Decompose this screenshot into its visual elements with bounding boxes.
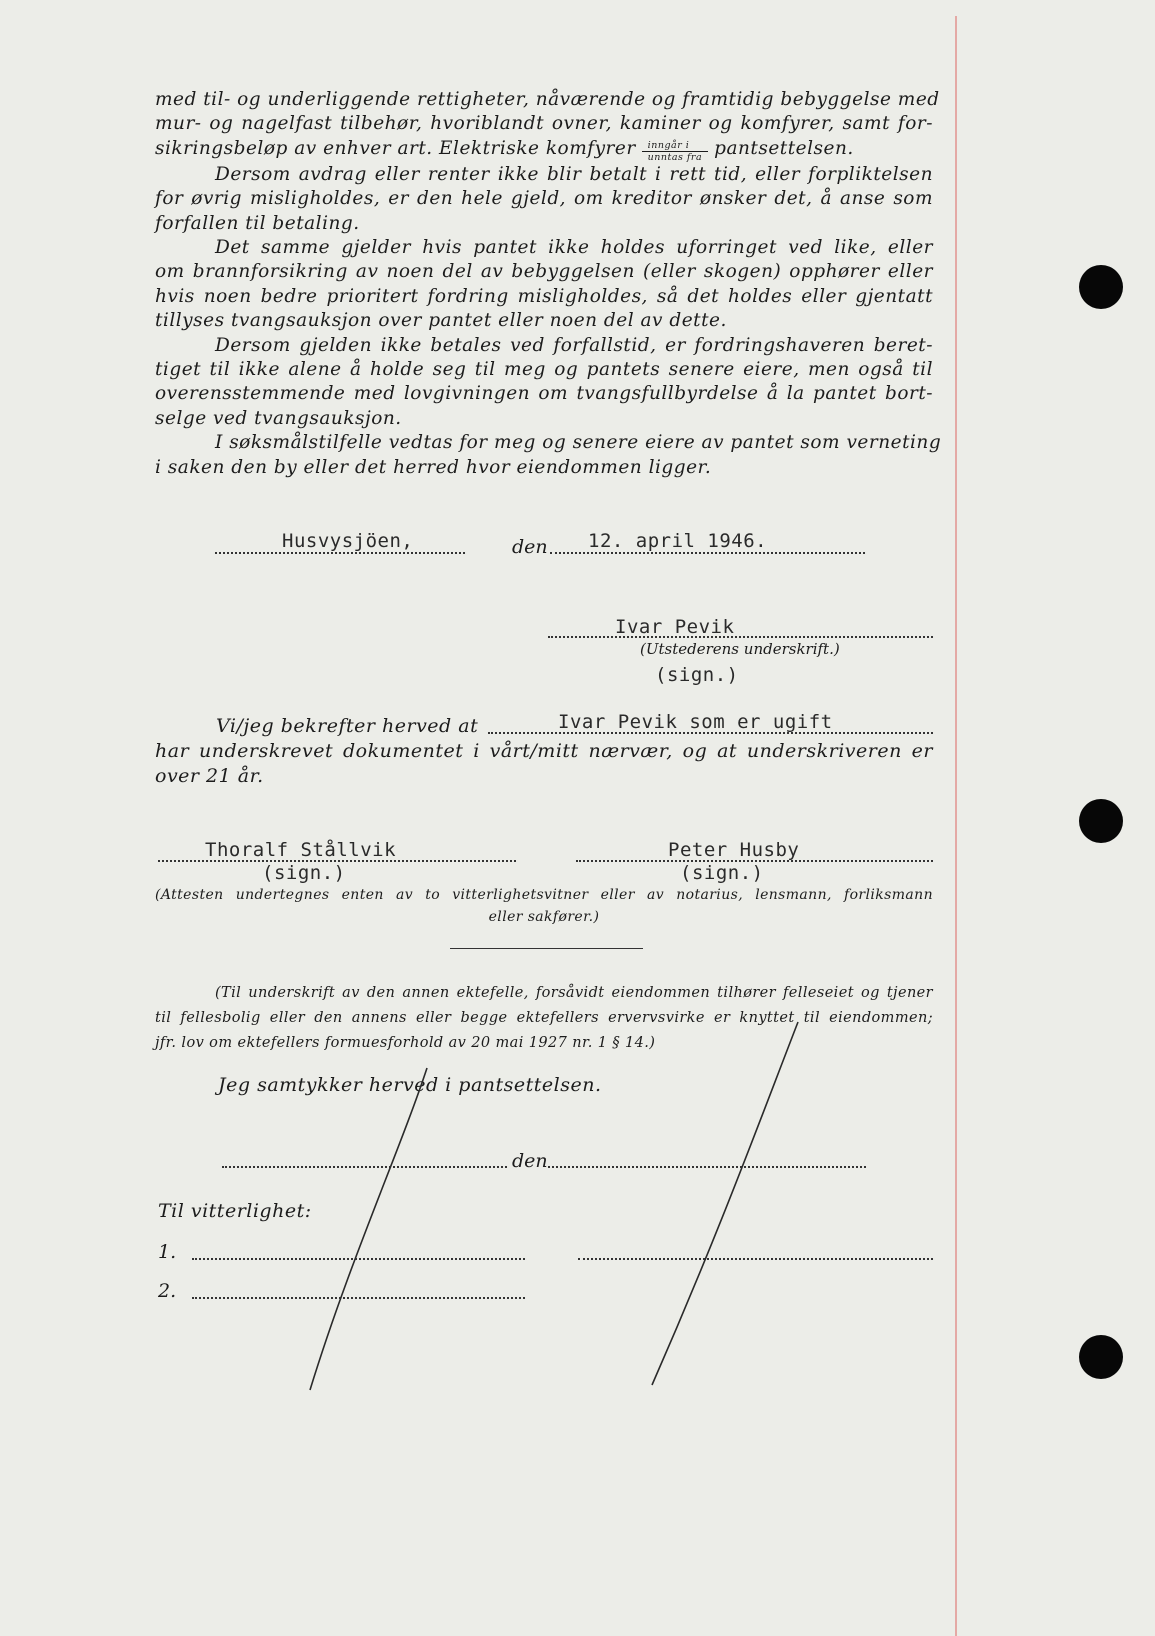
text-line: Det samme gjelder hvis pantet ikke holdes uforringet ved like, eller [215, 237, 933, 259]
spouse-consent: Jeg samtykker herved i pantsettelsen. [218, 1074, 602, 1096]
witness1-sign: (sign.) [262, 862, 346, 884]
attest-vi-jeg: Vi/jeg bekrefter herved at [216, 715, 479, 737]
text-line: I søksmålstilfelle vedtas for meg og senere eiere av pantet som verneting [215, 432, 942, 454]
text-line: overensstemmende med lovgivningen om tvangsfullbyrdelse å la pantet bort- [155, 383, 933, 405]
witness2-name-typed: Peter Husby [668, 839, 800, 861]
witness2-sign: (sign.) [680, 862, 764, 884]
issuer-caption: (Utstederens underskrift.) [640, 640, 840, 658]
komfyrer-fraction: $\frac{\text{inngår i}}{\text{unntas fra}}$ [642, 140, 708, 163]
text-line: selge ved tvangsauksjon. [155, 407, 402, 429]
text-line-with-fraction: sikringsbeløp av enhver art. Elektriske komfyrer $\frac{\text{inngår i}}{\text{unntas fra}}$ pantsettelsen. [155, 137, 854, 163]
spouse-note: (Til underskrift av den annen ektefelle, forsåvidt eiendommen tilhører felleseiet og tjener til fellesbolig eller den annens eller begge ektefellers ervervsvirke er knyttet til eiendommen; jfr. lov om ektefellers formuesforhold av 20 mai 1927 nr. 1 § 14.) [155, 985, 933, 1051]
text-line: tillyses tvangsauksjon over pantet eller noen del av dette. [155, 310, 727, 332]
text-line: hvis noen bedre prioritert fordring misligholdes, så det holdes eller gjentatt [155, 285, 933, 307]
witness1-name-typed: Thoralf Stållvik [205, 839, 397, 861]
cancel-stroke-left [310, 1068, 427, 1390]
attest-name-typed: Ivar Pevik som er ugift [558, 711, 833, 733]
text-line: mur- og nagelfast tilbehør, hvoriblandt ovner, kaminer og komfyrer, samt for- [155, 113, 933, 135]
attest-line-2: har underskrevet dokumentet i vårt/mitt nærvær, og at underskriveren er [155, 740, 933, 762]
text-line: med til- og underliggende rettigheter, nåværende og framtidig bebyggelse med [155, 89, 940, 110]
place-typed: Husvysjöen, [282, 530, 414, 552]
attest-line-3: over 21 år. [155, 765, 264, 787]
text-line: om brannforsikring av noen del av bebyggelsen (eller skogen) opphører eller [155, 261, 933, 283]
issuer-name-typed: Ivar Pevik [615, 616, 735, 638]
witness-note: (Attesten undertegnes enten av to vitterlighetsvitner eller av notarius, lensmann, forliksmann eller sakfører.) [155, 887, 933, 925]
text-line: tiget til ikke alene å holde seg til meg og pantets senere eiere, men også til [155, 359, 933, 381]
spouse-den-label: den [512, 1150, 548, 1172]
vitterlighet-label: Til vitterlighet: [158, 1200, 312, 1222]
cancel-stroke-right [652, 1022, 798, 1385]
text-line: for øvrig misligholdes, er den hele gjeld, om kreditor ønsker det, å anse som [155, 188, 933, 210]
text-line: forfallen til betaling. [155, 212, 360, 234]
date-typed: 12. april 1946. [588, 530, 768, 552]
text-line: Dersom gjelden ikke betales ved forfallstid, er fordringshaveren beret- [215, 334, 933, 356]
den-label: den [512, 536, 548, 558]
issuer-sign: (sign.) [655, 664, 739, 686]
text-line: Dersom avdrag eller renter ikke blir betalt i rett tid, eller forpliktelsen [215, 163, 933, 185]
text-line: i saken den by eller det herred hvor eiendommen ligger. [155, 456, 712, 478]
witness-number-2: 2. [158, 1280, 177, 1302]
witness-number-1: 1. [158, 1241, 177, 1263]
